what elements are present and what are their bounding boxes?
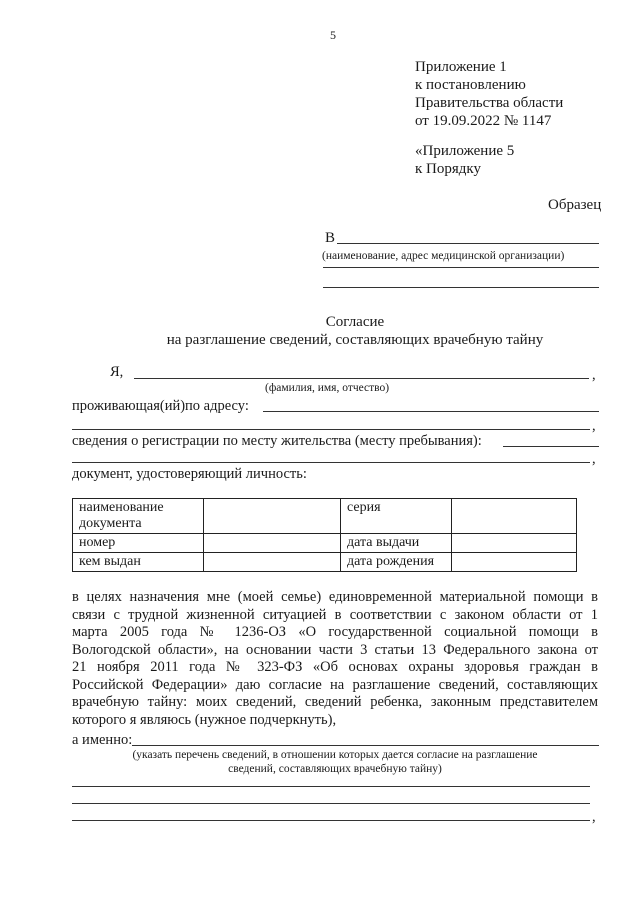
paragraph-line: Вологодской области», на основании части 3 статьи 13 Федерального закона от — [72, 641, 598, 658]
table-cell-input[interactable] — [452, 499, 577, 534]
table-cell-label: дата рождения — [341, 553, 452, 572]
table-cell-label: кем выдан — [73, 553, 204, 572]
i-label: Я, — [110, 364, 124, 380]
appendix-line: Правительства области — [415, 95, 564, 111]
sample-label: Образец — [548, 197, 602, 213]
namely-caption: (указать перечень сведений, в отношении которых дается согласие на разглашение — [132, 749, 538, 761]
paragraph-line: которого я являюсь (нужное подчеркнуть), — [72, 711, 337, 728]
registration-line-2[interactable] — [72, 462, 590, 463]
table-cell-input[interactable] — [204, 553, 341, 572]
table-cell-input[interactable] — [452, 534, 577, 553]
registration-label: сведения о регистрации по месту жительства (месту пребывания): — [72, 433, 482, 449]
identity-document-label: документ, удостоверяющий личность: — [72, 466, 307, 482]
table-cell-input[interactable] — [204, 499, 341, 534]
addressee-line[interactable] — [337, 243, 599, 244]
appendix-line: Приложение 1 — [415, 59, 507, 75]
annex-line: «Приложение 5 — [415, 143, 515, 159]
annex-header — [415, 142, 514, 178]
paragraph-line: в целях назначения мне (моей семье) единовременной материальной помощи в — [72, 589, 598, 605]
table-cell-input[interactable] — [452, 553, 577, 572]
address-line[interactable] — [263, 411, 599, 412]
table-row — [73, 553, 577, 572]
namely-line[interactable] — [132, 745, 599, 746]
addressee-caption: (наименование, адрес медицинской организации) — [322, 250, 565, 262]
identity-document-table — [72, 498, 577, 572]
full-name-line[interactable] — [134, 378, 589, 379]
paragraph-line: связи с трудной жизненной ситуацией в соответствии с законом области от 1 — [72, 606, 598, 623]
table-cell-label: наименование документа — [73, 499, 204, 534]
addressee-prefix: В — [325, 230, 336, 246]
comma: , — [592, 418, 596, 434]
comma: , — [592, 367, 596, 383]
appendix-header — [415, 58, 563, 130]
document-title: Согласие — [325, 314, 385, 330]
namely-label: а именно: — [72, 732, 133, 748]
paragraph-line: Российской Федерации» даю согласие на разглашение сведений, составляющих — [72, 676, 598, 693]
document-subtitle: на разглашение сведений, составляющих врачебную тайну — [166, 332, 544, 348]
paragraph-line: врачебную тайну: моих сведений, сведений ребенка, законным представителем — [72, 694, 598, 710]
comma: , — [592, 809, 596, 825]
addressee-line-2[interactable] — [323, 267, 599, 268]
paragraph-line: 21 ноября 2011 года № 323-ФЗ «Об основах охраны здоровья граждан в — [72, 659, 598, 675]
address-label: проживающая(ий)по адресу: — [72, 398, 249, 414]
appendix-line: от 19.09.2022 № 1147 — [415, 113, 552, 129]
details-line[interactable] — [72, 820, 590, 821]
comma: , — [592, 451, 596, 467]
addressee-line-3[interactable] — [323, 287, 599, 288]
consent-paragraph — [72, 589, 598, 729]
table-row — [73, 499, 577, 534]
namely-caption: сведений, составляющих врачебную тайну) — [228, 763, 442, 775]
table-cell-label: дата выдачи — [341, 534, 452, 553]
paragraph-line: марта 2005 года № 1236-ОЗ «О государственной социальной помощи в — [72, 624, 598, 640]
table-row — [73, 534, 577, 553]
full-name-caption: (фамилия, имя, отчество) — [265, 382, 390, 394]
annex-line: к Порядку — [415, 161, 481, 177]
table-cell-label: серия — [341, 499, 452, 534]
table-cell-input[interactable] — [204, 534, 341, 553]
details-line[interactable] — [72, 803, 590, 804]
address-line-2[interactable] — [72, 429, 590, 430]
appendix-line: к постановлению — [415, 77, 526, 93]
table-cell-label: номер — [73, 534, 204, 553]
registration-line[interactable] — [503, 446, 599, 447]
details-line[interactable] — [72, 786, 590, 787]
page-number: 5 — [330, 28, 336, 42]
